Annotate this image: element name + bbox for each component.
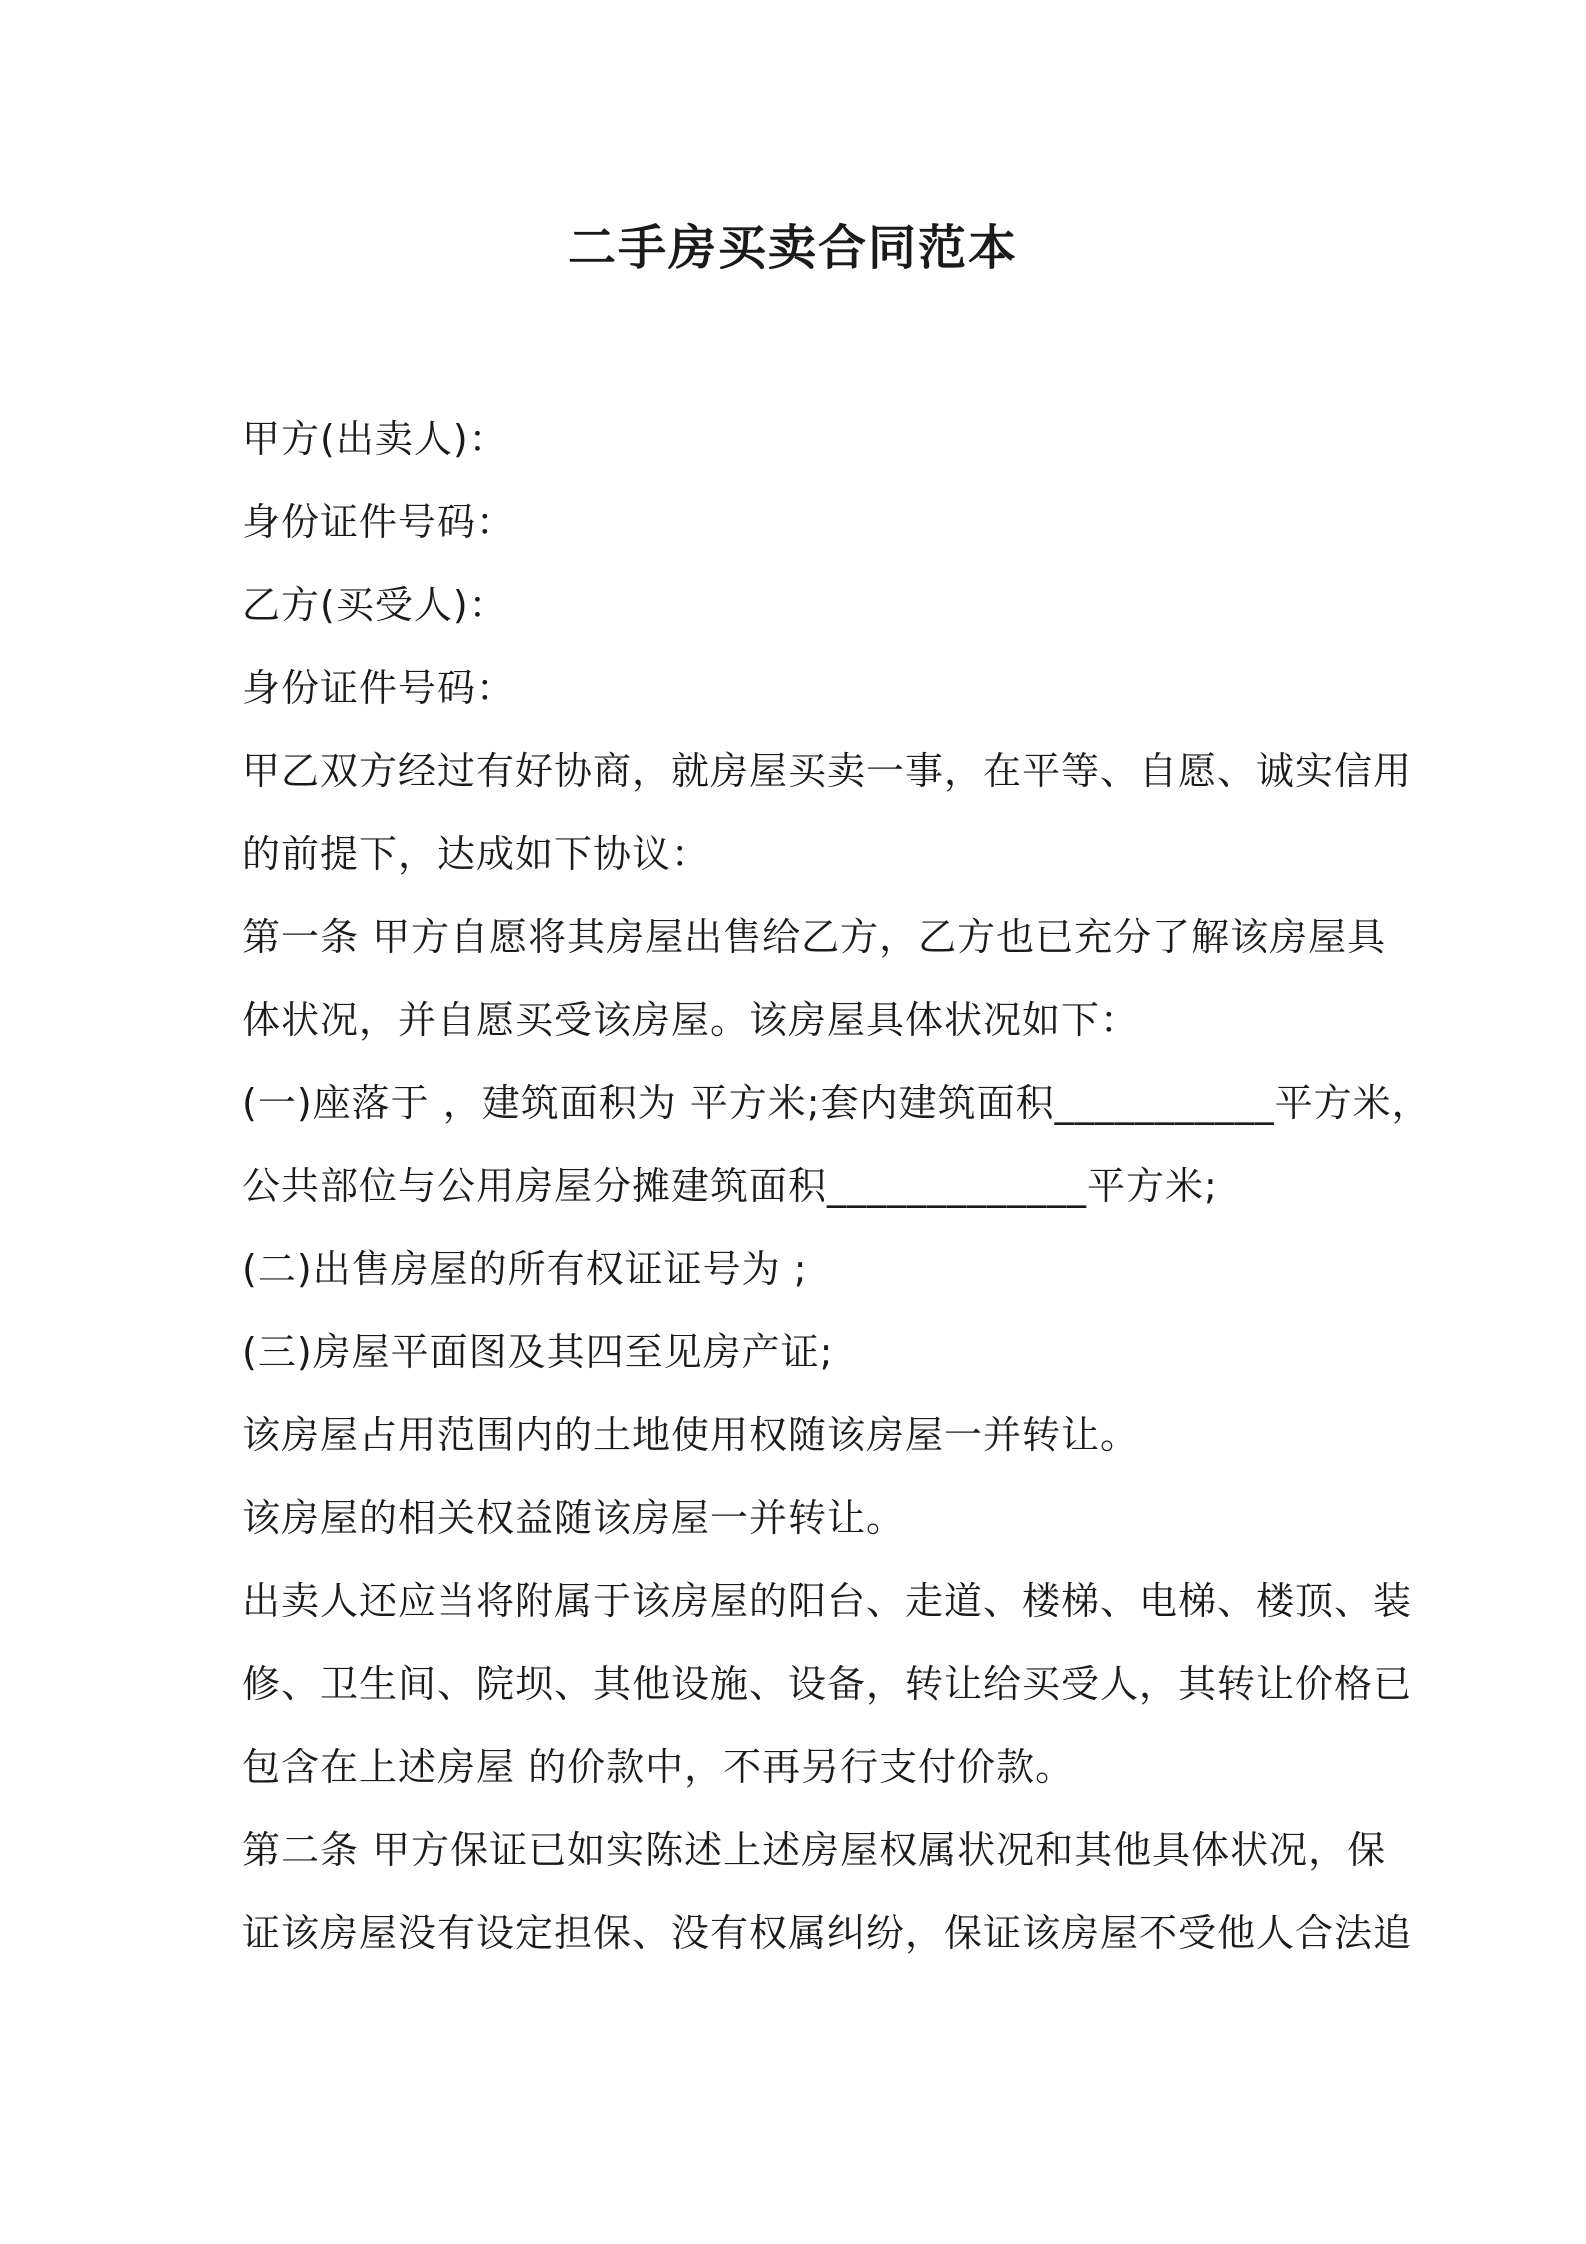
ancillary-clause-line-2: 修、卫生间、院坝、其他设施、设备，转让给买受人，其转让价格已	[242, 1662, 1413, 1706]
preamble-line-1: 甲乙双方经过有好协商，就房屋买卖一事，在平等、自愿、诚实信用	[242, 749, 1413, 793]
article-2-line-1: 第二条 甲方保证已如实陈述上述房屋权属状况和其他具体状况，保	[242, 1828, 1387, 1872]
article-1-line-1: 第一条 甲方自愿将其房屋出售给乙方，乙方也已充分了解该房屋具	[242, 915, 1387, 959]
party-b-label: 乙方(买受人)：	[242, 583, 508, 627]
article-1-item-1-line-2: 公共部位与公用房屋分摊建筑面积_____________平方米;	[242, 1164, 1218, 1208]
rights-clause: 该房屋的相关权益随该房屋一并转让。	[242, 1496, 906, 1540]
party-b-id-label: 身份证件号码：	[242, 666, 516, 710]
ancillary-clause-line-1: 出卖人还应当将附属于该房屋的阳台、走道、楼梯、电梯、楼顶、装	[242, 1579, 1413, 1623]
article-1-item-2: (二)出售房屋的所有权证证号为 ;	[242, 1247, 808, 1291]
article-2-line-2: 证该房屋没有设定担保、没有权属纠纷，保证该房屋不受他人合法追	[242, 1911, 1413, 1955]
document-title: 二手房买卖合同范本	[567, 220, 1018, 276]
article-1-item-3: (三)房屋平面图及其四至见房产证;	[242, 1330, 834, 1374]
party-a-label: 甲方(出卖人)：	[242, 417, 508, 461]
article-1-item-1-line-1: (一)座落于 ，建筑面积为 平方米;套内建筑面积___________平方米，	[242, 1081, 1431, 1125]
ancillary-clause-line-3: 包含在上述房屋 的价款中，不再另行支付价款。	[242, 1745, 1075, 1789]
article-1-line-2: 体状况，并自愿买受该房屋。该房屋具体状况如下：	[242, 998, 1140, 1042]
party-a-id-label: 身份证件号码：	[242, 500, 516, 544]
preamble-line-2: 的前提下，达成如下协议：	[242, 832, 711, 876]
land-use-clause: 该房屋占用范围内的土地使用权随该房屋一并转让。	[242, 1413, 1140, 1457]
document-body	[242, 398, 1431, 1975]
